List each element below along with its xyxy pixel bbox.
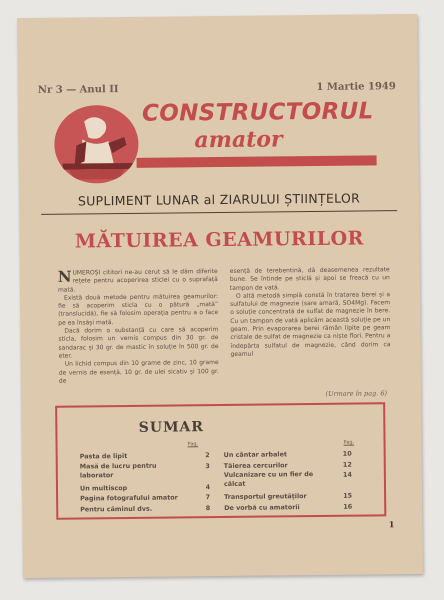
page-column-label: Pag. <box>343 439 355 446</box>
divider <box>41 210 397 215</box>
paragraph: Dacă dorim o substanță cu care să acoperim sticla, folosim un vernis compus din 30 gr. de sandarac și 30 gr. de mastic în soluție în 500 gr. de eter. <box>58 326 219 360</box>
logo-underline-bar <box>137 155 377 168</box>
magazine-cover <box>17 14 423 578</box>
list-item: Un cântar arbalet 10 <box>223 449 352 459</box>
paragraph: O altă metodă simplă constă în tratarea berei și a sulfatului de magnezie (sare amară, SO4Mg). Facem o soluție concentrată de sulfat de magnezie în bere. Cu un tampon de vată aplicăm această soluție pe un geam. Prin evaporarea berei rămân lipite pe geam cristale de sulfat de magnezie ca niște flori. Pentru a îndepărta sulfatul de magnezie, când dorim ca geamul <box>230 291 391 358</box>
article-title: MĂTUIREA GEAMURILOR <box>74 227 364 253</box>
masthead-logo <box>54 97 391 185</box>
logo-title: CONSTRUCTORUL <box>141 98 374 127</box>
issue-line <box>38 81 396 96</box>
worker-figure-icon <box>54 105 139 184</box>
drop-cap: N <box>57 268 72 286</box>
summary-right-column <box>224 449 353 514</box>
list-item: De vorbă cu amatorii 16 <box>224 502 353 512</box>
list-item: Pagina fotografului amator 7 <box>80 493 211 503</box>
logo-emblem <box>54 105 139 184</box>
summary-left-column <box>80 450 211 515</box>
page-number: 1 <box>388 519 395 530</box>
logo-subtitle: amator <box>194 126 283 154</box>
continued-note: (Urmare în pag. 6) <box>325 389 388 398</box>
supplement-line: SUPLIMENT LUNAR al ZIARULUI ȘTIINȚELOR <box>77 190 361 209</box>
paragraph: esență de terebentină, dă deasemenea rezultate bune. Se întinde pe sticlă și apoi se freacă cu un tampon de vată. <box>229 266 390 292</box>
issue-number: Nr 3 — Anul II <box>37 84 119 96</box>
list-item: Pasta de lipit 2 <box>79 451 210 461</box>
list-item: Pentru căminul dvs. 8 <box>80 503 211 514</box>
list-item: Vulcanizare cu un fier de călcat 14 <box>223 470 352 489</box>
list-item: Tăierea cercurilor 12 <box>223 460 352 470</box>
article-body <box>58 266 391 387</box>
summary-box <box>55 402 386 519</box>
list-item: Masă de lucru pentru laborator 3 <box>79 461 210 480</box>
article-column-1 <box>58 268 219 388</box>
list-item: Transportul greutăților 15 <box>224 491 353 502</box>
paragraph: NUMEROȘI cititori ne-au cerut să le dăm diferite rețete pentru acoperirea sticlei cu o suprafață mată. <box>57 268 218 294</box>
issue-date: 1 Martie 1949 <box>316 81 396 93</box>
article-column-2 <box>230 266 391 386</box>
paragraph: Un lichid compus din 10 grame de zinc, 10 grame de vernis de esență, 10 gr. de ulei sicativ și 100 gr. de <box>58 359 219 385</box>
paragraph: Există două metode pentru mătuirea geamurilor: fie să acoperim sticla cu o pătură „mată” (translucidă), fie să folosim operația pentru a o face pe ea însăși mată. <box>58 292 219 327</box>
page-column-label: Pag. <box>187 441 199 448</box>
summary-title: SUMAR <box>138 419 205 436</box>
list-item: Un multiscop 4 <box>79 482 211 493</box>
